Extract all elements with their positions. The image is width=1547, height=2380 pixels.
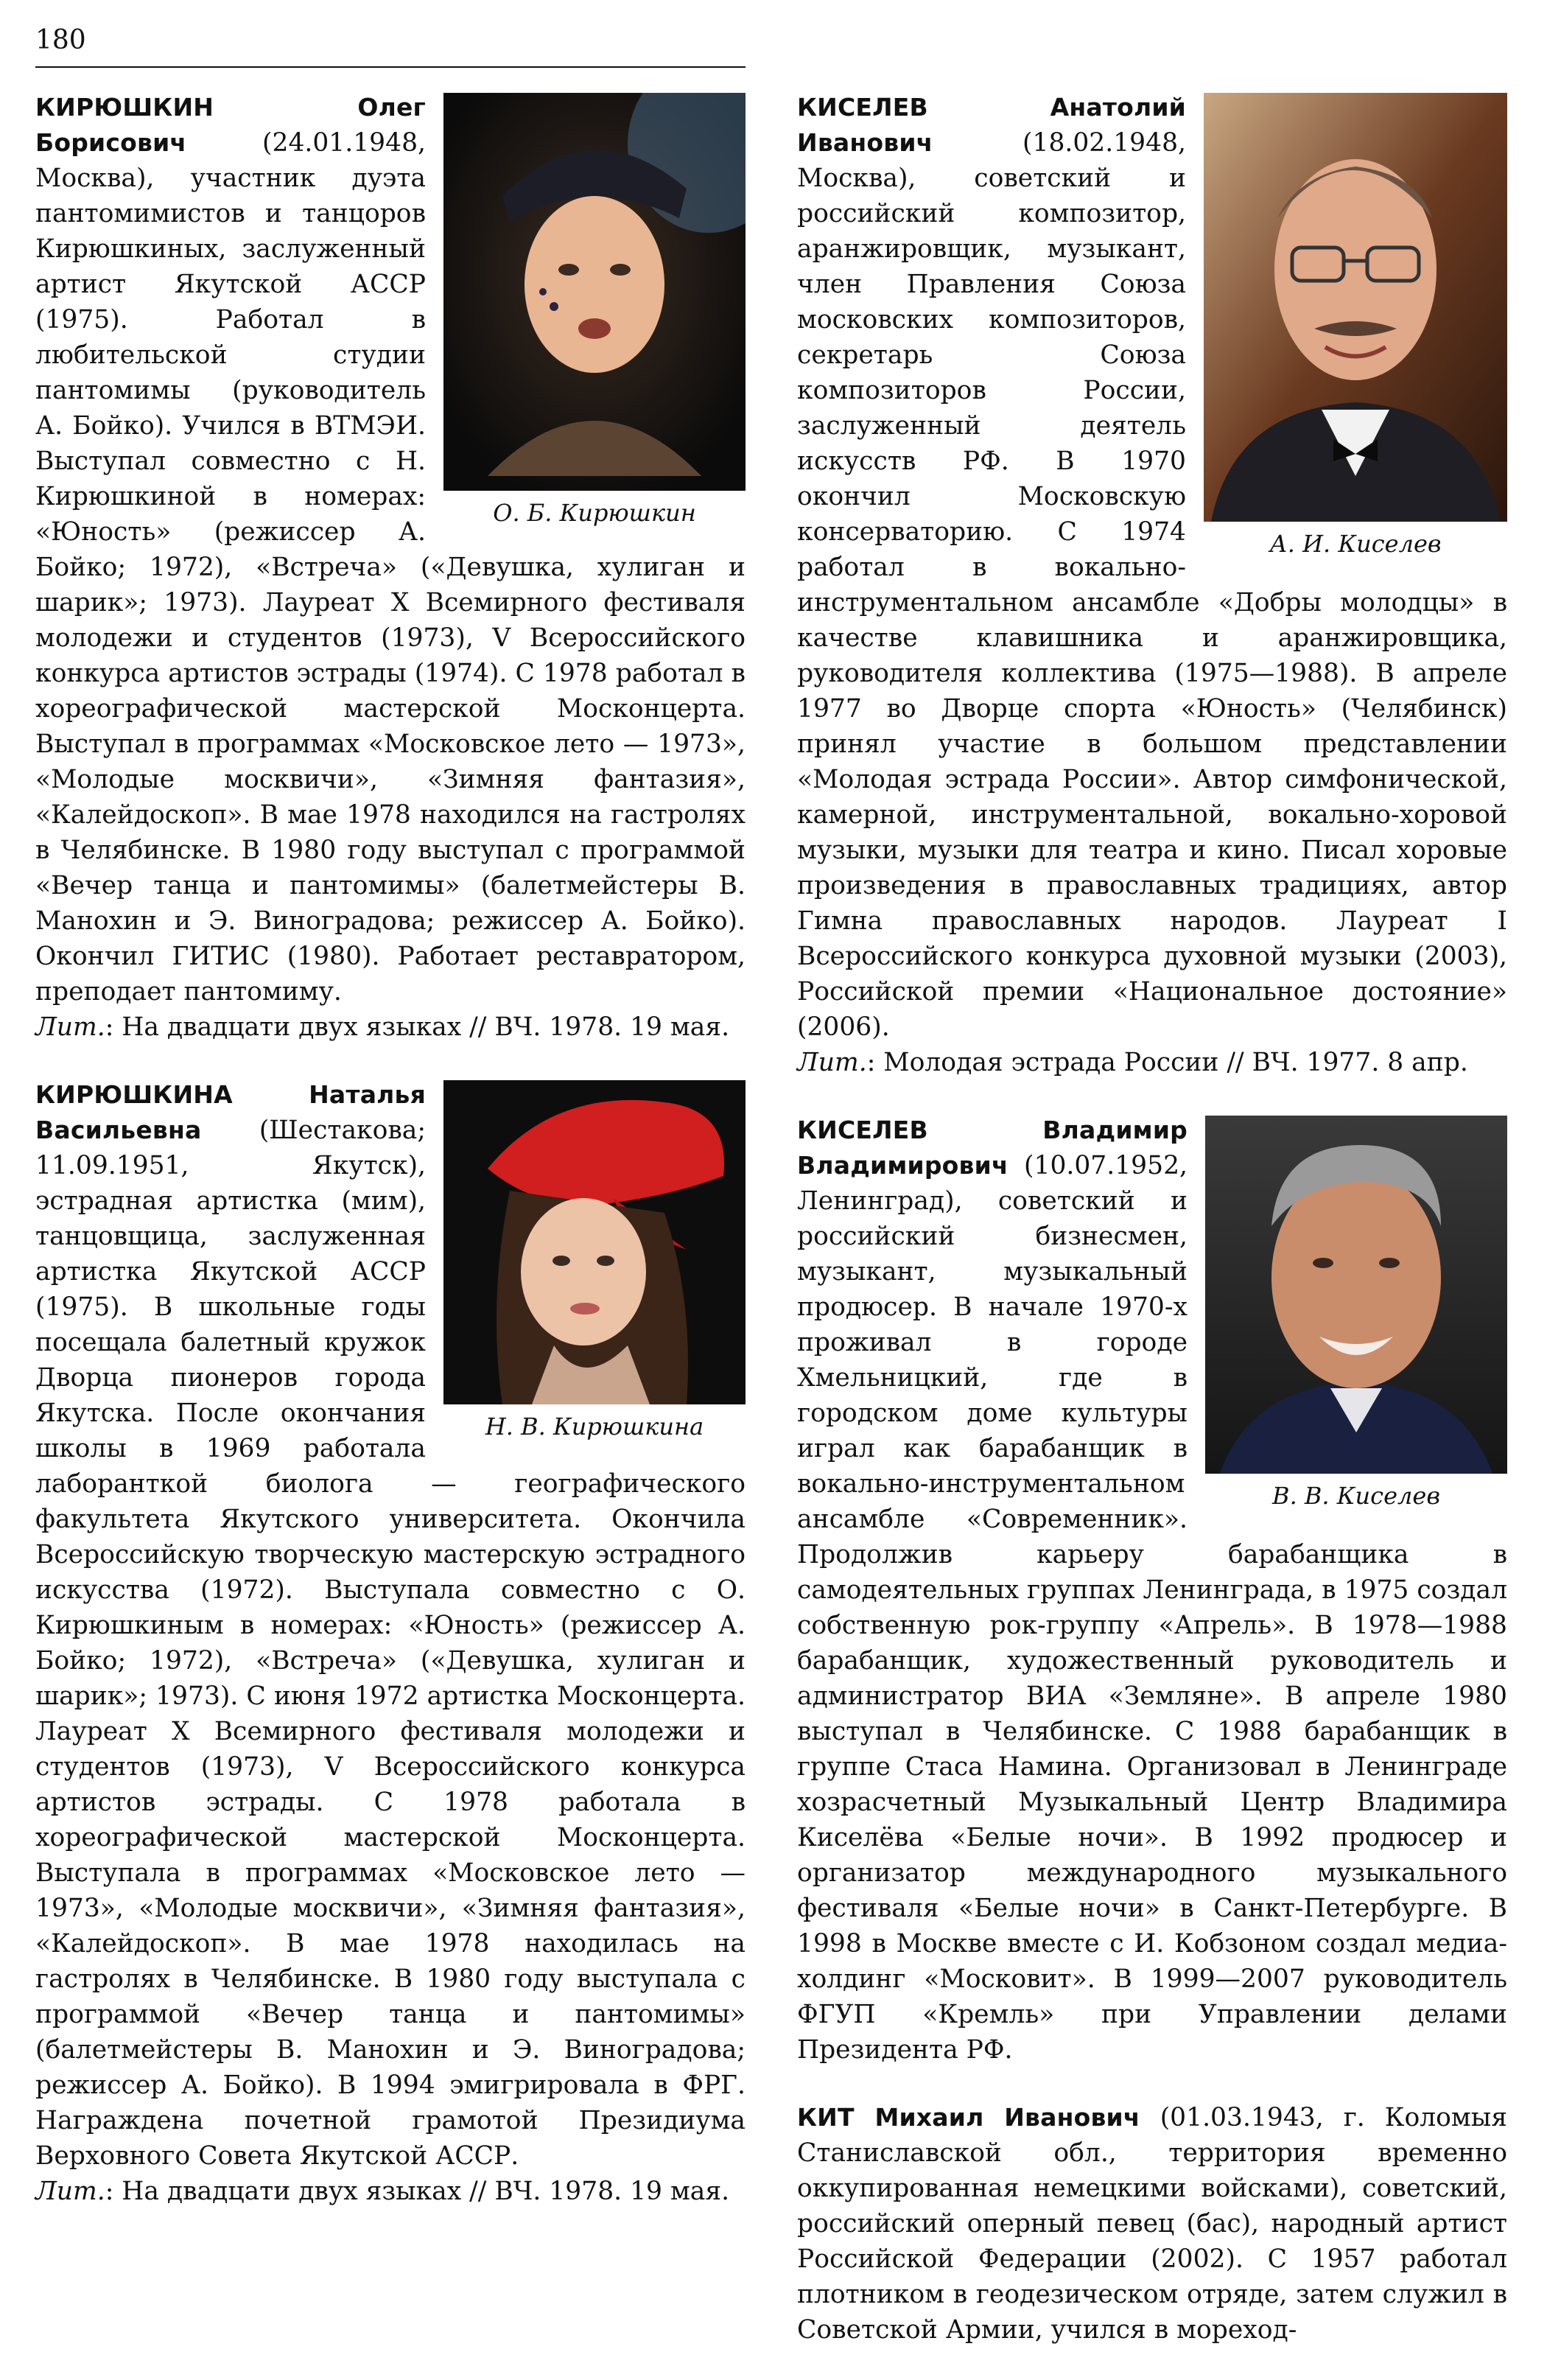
header-rule [35,66,746,68]
entry-kiselev-vv [797,1113,1507,2068]
right-column [797,90,1507,2380]
entry-kiryushkin [35,90,746,1045]
portrait-kiselev-ai [1204,93,1507,522]
entry-kiryushkina [35,1077,746,2209]
entry-kiselev-ai [797,90,1507,1080]
page-number: 180 [35,25,86,55]
figure-kiryushkin [443,93,746,529]
lit-label-kiselev-ai: Лит. [797,1048,867,1077]
figure-kiselev-ai [1204,93,1507,560]
headword-kiselev-vv: КИСЕЛЕВ Владимир Владимирович [797,1116,1188,1180]
lit-label-kiryushkina: Лит. [35,2177,105,2206]
headword-kiryushkin: КИРЮШКИН Олег Борисович [35,93,426,157]
left-column [35,90,746,2241]
lit-text-kiselev-ai: : Молодая эстрада России // ВЧ. 1977. 8 апр. [866,1048,1468,1077]
text-kiselev-vv: (10.07.1952, Ленинград), советский и российский бизнесмен, музыкант, музыкальный продюсер. В начале 1970-х проживал в городе Хмельницкий, где в городском доме культуры играл как барабанщик в вокально-инструментальном ансамбле «Современник». Продолжив карьеру барабанщика в самодеятельных группах Ленинграда, в 1975 создал собственную рок-группу «Апрель». В 1978—1988 барабанщик, художественный руководитель и администратор ВИА «Земляне». В апреле 1980 выступал в Челябинске. С 1988 барабанщик в группе Стаса Намина. Организовал в Ленинграде хозрасчетный Музыкальный Центр Владимира Киселёва «Белые ночи». В 1992 продюсер и организатор международного музыкального фестиваля «Белые ночи» в Санкт-Петербурге. В 1998 в Москве вместе с И. Кобзоном создал медиа-холдинг «Московит». В 1999—2007 руководитель ФГУП «Кремль» при Управлении делами Президента РФ. [797,1151,1507,2065]
text-kiryushkina: (Шестакова; 11.09.1951, Якутск), эстрадная артистка (мим), танцовщица, заслуженная артистка Якутской АССР (1975). В школьные годы посещала балетный кружок Дворца пионеров города Якутска. После окончания школы в 1969 работала лаборанткой биолога — географического факультета Якутского университета. Окончила Всероссийскую творческую мастерскую эстрадного искусства (1972). Выступала совместно с О. Кирюшкиным в номерах: «Юность» (режиссер А. Бойко; 1972), «Встреча» («Девушка, хулиган и шарик»; 1973). С июня 1972 артистка Москонцерта. Лауреат X Всемирного фестиваля молодежи и студентов (1973), V Всероссийского конкурса артистов эстрады. С 1978 работала в хореографической мастерской Москонцерта. Выступала в программах «Московское лето — 1973», «Молодые москвичи», «Зимняя фантазия», «Калейдоскоп». В мае 1978 находилась на гастролях в Челябинске. В 1980 году выступала с программой «Вечер танца и пантомимы» (балетмейстеры В. Манохин и Э. Виноградова; режиссер А. Бойко). В 1994 эмигрировала в ФРГ. Награждена почетной грамотой Президиума Верховного Совета Якутской АССР. [35,1116,746,2171]
headword-kiselev-ai: КИСЕЛЕВ Анатолий Иванович [797,93,1186,157]
headword-kiryushkina: КИРЮШКИНА Наталья Васильевна [35,1080,426,1144]
lit-text-kiryushkin: : На двадцати двух языках // ВЧ. 1978. 19 мая. [105,1012,730,1042]
caption-kiselev-ai: А. И. Киселев [1269,530,1442,558]
lit-label-kiryushkin: Лит. [35,1012,105,1042]
portrait-kiryushkin [443,93,746,491]
headword-kit: КИТ Михаил Иванович [797,2103,1140,2132]
caption-kiselev-vv: В. В. Киселев [1272,1482,1440,1510]
lit-text-kiryushkina: : На двадцати двух языках // ВЧ. 1978. 19 мая. [105,2177,730,2206]
entry-kit [797,2100,1507,2348]
portrait-kiryushkina [443,1080,746,1404]
portrait-kiselev-vv [1205,1116,1507,1474]
caption-kiryushkina: Н. В. Кирюшкина [485,1413,704,1441]
text-kit: (01.03.1943, г. Коломыя Станиславской обл., территория временно оккупированная немецкими войсками), советский, российский оперный певец (бас), народный артист Российской Федерации (2002). С 1957 работал плотником в геодезическом отряде, затем служил в Советской Армии, учился в мореход- [797,2103,1507,2345]
caption-kiryushkin: О. Б. Кирюшкин [493,499,696,527]
text-kiselev-ai: (18.02.1948, Москва), советский и российский композитор, аранжировщик, музыкант, член Правления Союза московских композиторов, секретарь Союза композиторов России, заслуженный деятель искусств РФ. В 1970 окончил Московскую консерваторию. С 1974 работал в вокально-инструментальном ансамбле «Добры молодцы» в качестве клавишника и аранжировщика, руководителя коллектива (1975—1988). В апреле 1977 во Дворце спорта «Юность» (Челябинск) принял участие в большом представлении «Молодая эстрада России». Автор симфонической, камерной, инструментальной, вокально-хоровой музыки, музыки для театра и кино. Писал хоровые произведения в православных традициях, автор Гимна православных народов. Лауреат I Всероссийского конкурса духовной музыки (2003), Российской премии «Национальное достояние» (2006). [797,128,1507,1042]
figure-kiryushkina [443,1080,746,1443]
figure-kiselev-vv [1205,1116,1507,1512]
text-kiryushkin: (24.01.1948, Москва), участник дуэта пантомимистов и танцоров Кирюшкиных, заслуженный артист Якутской АССР (1975). Работал в любительской студии пантомимы (руководитель А. Бойко). Учился в ВТМЭИ. Выступал совместно с Н. Кирюшкиной в номерах: «Юность» (режиссер А. Бойко; 1972), «Встреча» («Девушка, хулиган и шарик»; 1973). Лауреат X Всемирного фестиваля молодежи и студентов (1973), V Всероссийского конкурса артистов эстрады (1974). С 1978 работал в хореографической мастерской Москонцерта. Выступал в программах «Московское лето — 1973», «Молодые москвичи», «Зимняя фантазия», «Калейдоскоп». В мае 1978 находился на гастролях в Челябинске. В 1980 году выступал с программой «Вечер танца и пантомимы» (балетмейстеры В. Манохин и Э. Виноградова; режиссер А. Бойко). Окончил ГИТИС (1980). Работает реставратором, преподает пантомиму. [35,128,746,1007]
